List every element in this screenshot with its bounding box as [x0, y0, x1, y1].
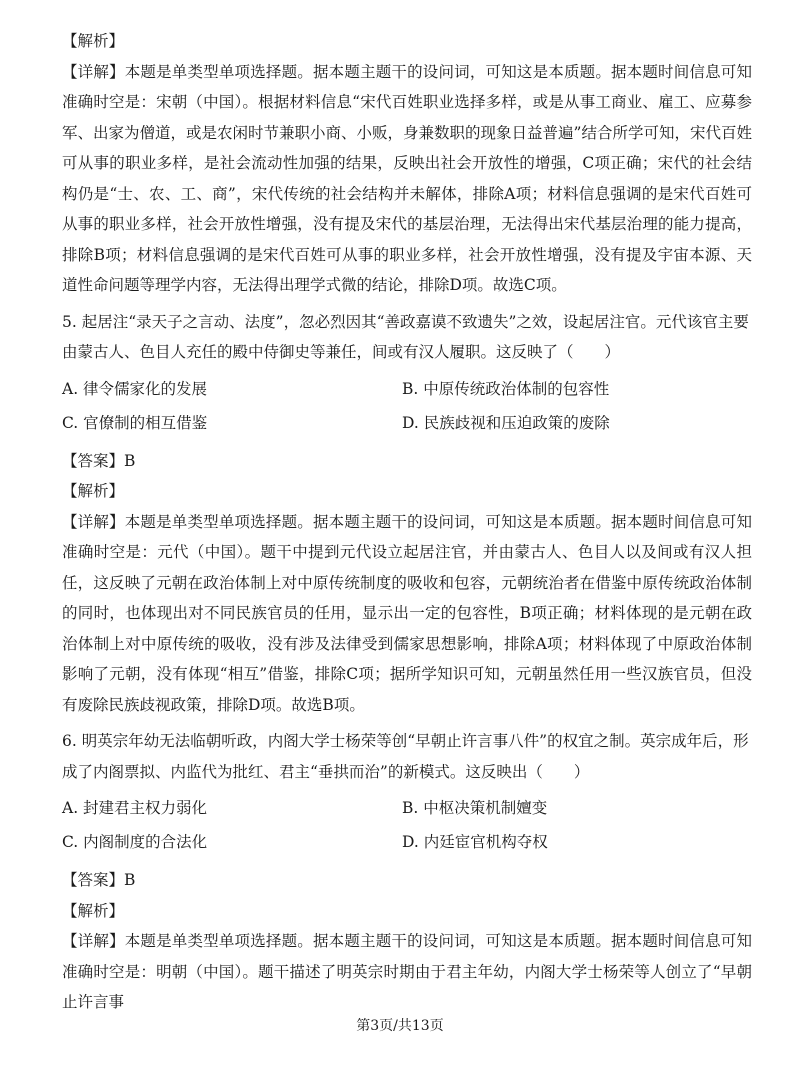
option-b: B. 中枢决策机制嬗变 [402, 799, 548, 817]
option-c: C. 内阁制度的合法化 [62, 833, 208, 851]
detailed-explanation: 【详解】本题是单类型单项选择题。据本题主题干的设问词，可知这是本质题。据本题时间信息可知准确时空是：元代（中国）。题干中提到元代设立起居注官，并由蒙古人、色目人以及间或有汉人担任，这反映了元朝在政治体制上对中原传统制度的吸收和包容，元朝统治者在借鉴中原传统政治体制的同时，也体现出对不同民族官员的任用，显示出一定的包容性，B项正确；材料体现的是元朝在政治体制上对中原传统的吸收，没有涉及法律受到儒家思想影响，排除A项；材料体现了中原政治体制影响了元朝，没有体现“相互”借鉴，排除C项；据所学知识可知，元朝虽然任用一些汉族官员，但没有废除民族歧视政策，排除D项。故选B项。 [62, 512, 752, 714]
analysis-heading: 【解析】 [62, 482, 125, 500]
option-d: D. 民族歧视和压迫政策的废除 [402, 413, 610, 432]
answer-label: 【答案】B [62, 451, 136, 470]
question-6-options [62, 791, 752, 859]
option-d: D. 内廷宦官机构夺权 [402, 833, 548, 851]
page-number: 第3页/共13页 [356, 1018, 444, 1034]
answer-label: 【答案】B [62, 871, 136, 889]
option-a: A. 律令儒家化的发展 [62, 379, 208, 398]
analysis-heading: 【解析】 [62, 901, 125, 920]
option-b: B. 中原传统政治体制的包容性 [402, 379, 610, 398]
detailed-explanation: 【详解】本题是单类型单项选择题。据本题主题干的设问词，可知这是本质题。据本题时间信息可知准确时空是：明朝（中国）。题干描述了明英宗时期由于君主年幼，内阁大学士杨荣等人创立了“早朝止许言事 [62, 932, 752, 1011]
question-5-stem: 5. 起居注“录天子之言动、法度”，忽必烈因其“善政嘉谟不致遗失”之效，设起居注官。元代该官主要由蒙古人、色目人充任的殿中侍御史等兼任，间或有汉人履职。这反映了（ ） [62, 312, 749, 361]
option-c: C. 官僚制的相互借鉴 [62, 413, 208, 432]
detailed-explanation: 【详解】本题是单类型单项选择题。据本题主题干的设问词，可知这是本质题。据本题时间信息可知准确时空是：宋朝（中国）。根据材料信息“宋代百姓职业选择多样，或是从事工商业、雇工、应募参军、出家为僧道，或是农闲时节兼职小商、小贩，身兼数职的现象日益普遍”结合所学可知，宋代百姓可从事的职业多样，是社会流动性加强的结果，反映出社会开放性的增强，C项正确；宋代的社会结构仍是“士、农、工、商”，宋代传统的社会结构并未解体，排除A项；材料信息强调的是宋代百姓可从事的职业多样，社会开放性增强，没有提及宋代的基层治理，无法得出宋代基层治理的能力提高，排除B项；材料信息强调的是宋代百姓可从事的职业多样，社会开放性增强，没有提及宇宙本源、天道性命问题等理学内容，无法得出理学式微的结论，排除D项。故选C项。 [62, 62, 752, 294]
question-5-options [62, 372, 752, 440]
question-6-stem: 6. 明英宗年幼无法临朝听政，内阁大学士杨荣等创“早朝止许言事八件”的权宜之制。英宗成年后，形成了内阁票拟、内监代为批红、君主“垂拱而治”的新模式。这反映出（ ） [62, 732, 749, 781]
option-a: A. 封建君主权力弱化 [62, 799, 208, 817]
content-area [62, 26, 752, 1018]
analysis-heading: 【解析】 [62, 32, 125, 50]
